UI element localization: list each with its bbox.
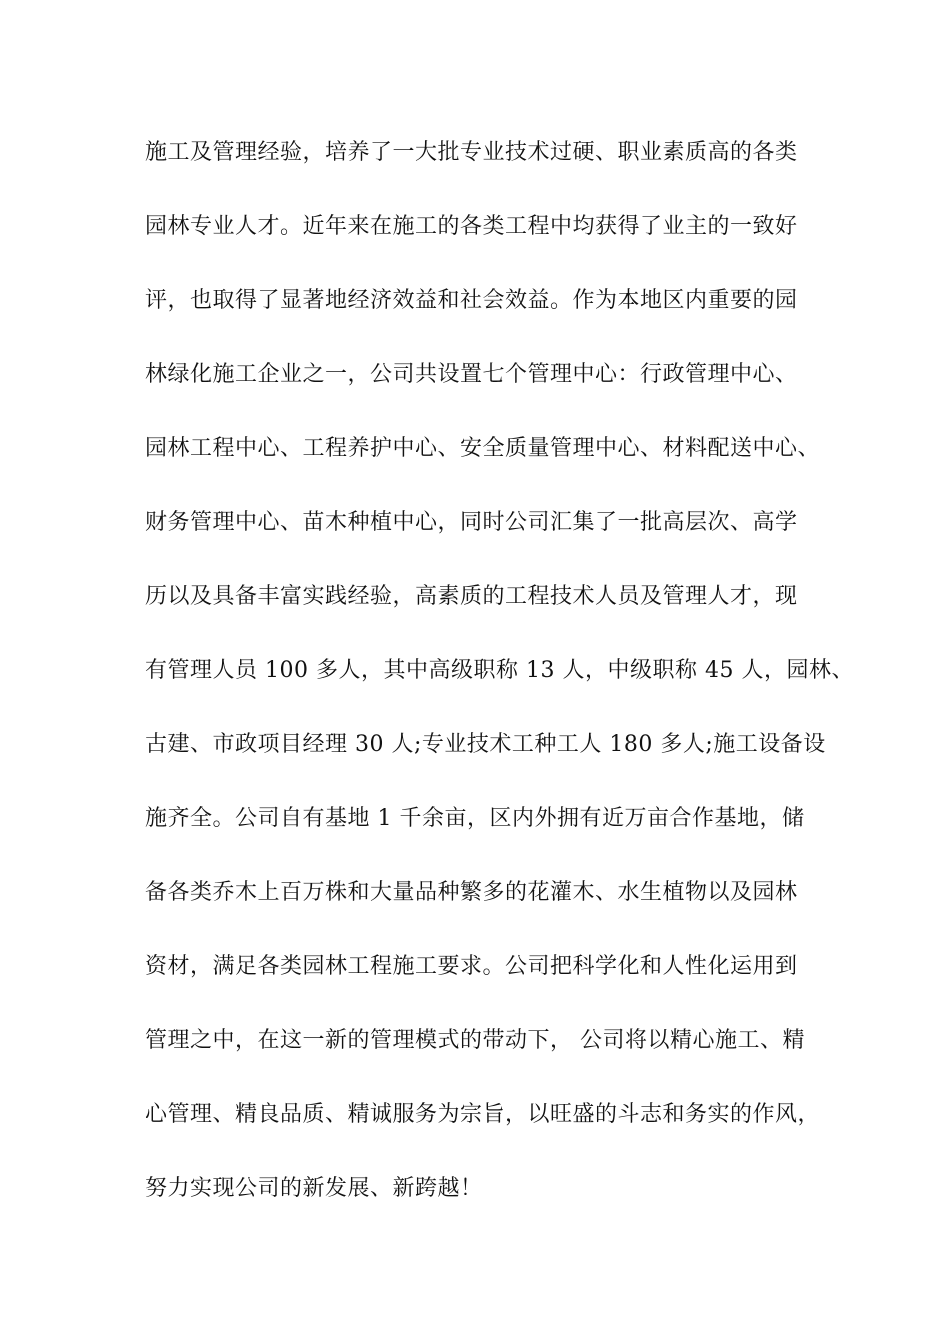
text-line: 施工及管理经验，培养了一大批专业技术过硬、职业素质高的各类 [145,140,798,165]
text-line: 心管理、精良品质、精诚服务为宗旨，以旺盛的斗志和务实的作风， [145,1102,821,1127]
text-line: 历以及具备丰富实践经验，高素质的工程技术人员及管理人才，现 [145,584,798,609]
text-line: 园林专业人才。近年来在施工的各类工程中均获得了业主的一致好 [145,214,798,239]
text-line: 备各类乔木上百万株和大量品种繁多的花灌木、水生植物以及园林 [145,880,798,905]
text-line: 资材，满足各类园林工程施工要求。公司把科学化和人性化运用到 [145,954,798,979]
text-line: 施齐全。公司自有基地 1 千余亩，区内外拥有近万亩合作基地，储 [145,806,805,831]
text-line: 努力实现公司的新发展、新跨越！ [145,1176,483,1201]
text-line: 古建、市政项目经理 30 人;专业技术工种工人 180 多人;施工设备设 [145,732,826,757]
text-line: 有管理人员 100 多人，其中高级职称 13 人，中级职称 45 人，园林、 [145,658,854,683]
text-line: 园林工程中心、工程养护中心、安全质量管理中心、材料配送中心、 [145,436,821,461]
text-line: 管理之中，在这一新的管理模式的带动下， 公司将以精心施工、精 [145,1028,805,1053]
text-line: 林绿化施工企业之一，公司共设置七个管理中心：行政管理中心、 [145,362,798,387]
text-line: 财务管理中心、苗木种植中心，同时公司汇集了一批高层次、高学 [145,510,798,535]
text-line: 评，也取得了显著地经济效益和社会效益。作为本地区内重要的园 [145,288,798,313]
body-paragraph [145,133,854,1243]
